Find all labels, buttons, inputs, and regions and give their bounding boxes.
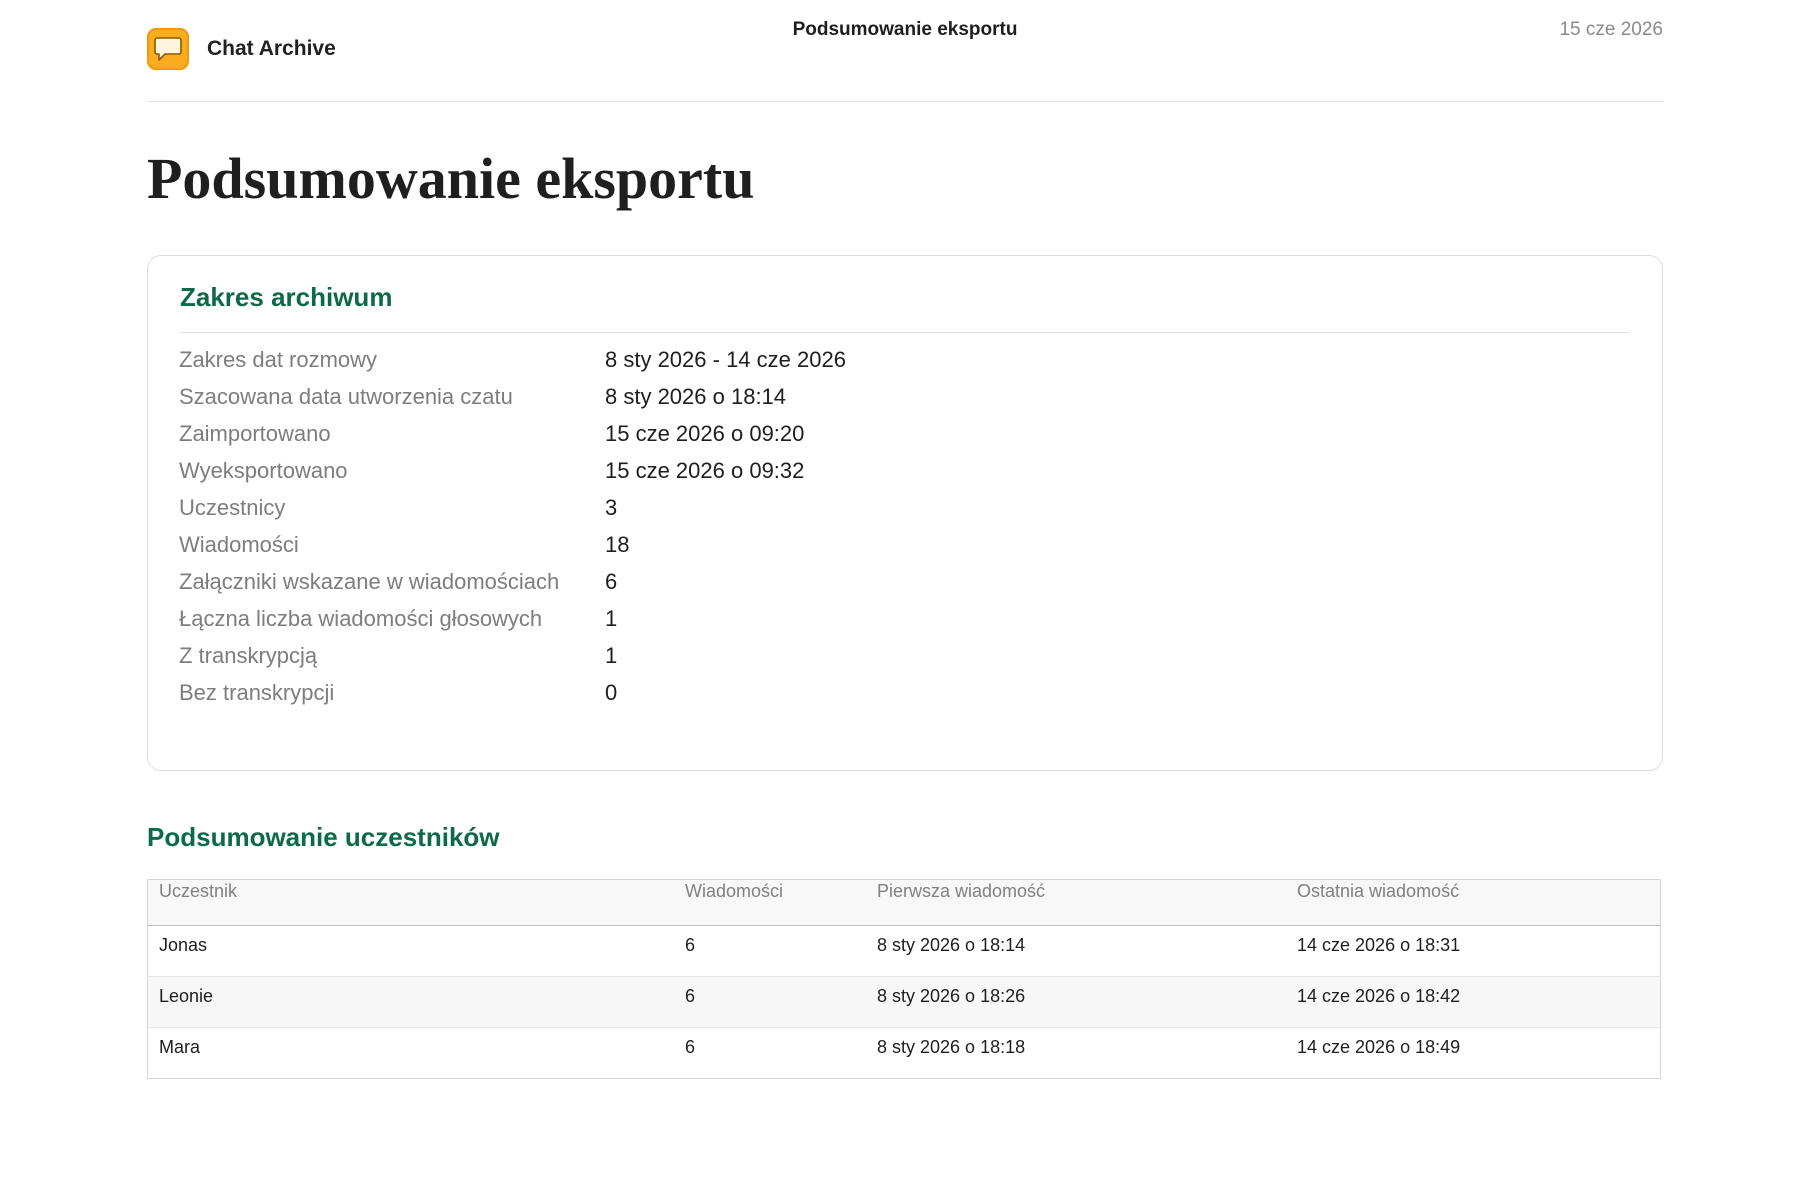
participants-summary-title: Podsumowanie uczestników — [147, 822, 500, 852]
detail-label: Zaimportowano — [179, 421, 331, 446]
column-header-first-message: Pierwsza wiadomość — [866, 880, 1286, 926]
last-message-date: 14 cze 2026 o 18:31 — [1286, 926, 1661, 977]
table-row — [148, 926, 1661, 977]
page-title: Podsumowanie eksportu — [147, 146, 755, 211]
detail-value: 15 cze 2026 o 09:32 — [605, 458, 805, 483]
detail-value: 15 cze 2026 o 09:20 — [605, 421, 805, 446]
detail-row — [147, 569, 1547, 606]
detail-value: 1 — [605, 643, 618, 668]
page-header — [147, 0, 1663, 102]
app-name: Chat Archive — [207, 37, 336, 60]
column-header-last-message: Ostatnia wiadomość — [1286, 880, 1661, 926]
detail-value: 6 — [605, 569, 618, 594]
participant-name: Mara — [159, 1037, 201, 1057]
message-count: 6 — [685, 1037, 696, 1057]
detail-label: Uczestnicy — [179, 495, 286, 520]
detail-value: 8 sty 2026 o 18:14 — [605, 384, 787, 409]
detail-value: 18 — [605, 532, 630, 557]
export-summary-page — [147, 0, 1663, 1200]
detail-label: Wyeksportowano — [179, 458, 348, 483]
detail-row — [147, 643, 1547, 680]
first-message-date: 8 sty 2026 o 18:26 — [866, 977, 1286, 1028]
archive-range-title: Zakres archiwum — [180, 282, 393, 312]
detail-label: Załączniki wskazane w wiadomościach — [179, 569, 560, 594]
detail-label: Zakres dat rozmowy — [179, 347, 378, 372]
card-divider — [180, 332, 1630, 333]
participant-name: Jonas — [148, 926, 675, 977]
detail-row — [147, 532, 1547, 569]
document-date: 15 cze 2026 — [1559, 19, 1663, 40]
detail-value: 8 sty 2026 - 14 cze 2026 — [605, 347, 846, 372]
message-count: 6 — [674, 926, 866, 977]
detail-label: Z transkrypcją — [179, 643, 318, 668]
detail-value: 0 — [605, 680, 618, 705]
detail-label: Łączna liczba wiadomości głosowych — [179, 606, 543, 631]
last-message-date: 14 cze 2026 o 18:42 — [1286, 977, 1661, 1028]
detail-value: 3 — [605, 495, 618, 520]
detail-label: Szacowana data utworzenia czatu — [179, 384, 513, 409]
column-header-participant: Uczestnik — [148, 880, 675, 926]
detail-row — [147, 680, 1547, 717]
detail-row — [147, 495, 1547, 532]
first-message-date: 8 sty 2026 o 18:18 — [877, 1037, 1026, 1057]
detail-row — [147, 347, 1547, 384]
detail-row — [147, 421, 1547, 458]
detail-row — [147, 606, 1547, 643]
column-header-messages: Wiadomości — [674, 880, 866, 926]
table-row — [148, 1028, 1661, 1079]
detail-row — [147, 384, 1547, 421]
last-message-date: 14 cze 2026 o 18:49 — [1297, 1037, 1461, 1057]
detail-row — [147, 458, 1547, 495]
detail-label: Bez transkrypcji — [179, 680, 335, 705]
participant-name: Leonie — [148, 977, 675, 1028]
document-title: Podsumowanie eksportu — [792, 19, 1018, 40]
message-count: 6 — [674, 977, 866, 1028]
table-header-row — [148, 880, 1661, 926]
participants-table — [147, 879, 1661, 1079]
detail-value: 1 — [605, 606, 618, 631]
first-message-date: 8 sty 2026 o 18:14 — [866, 926, 1286, 977]
archive-details-list — [147, 347, 1547, 717]
table-row — [148, 977, 1661, 1028]
detail-label: Wiadomości — [179, 532, 299, 557]
